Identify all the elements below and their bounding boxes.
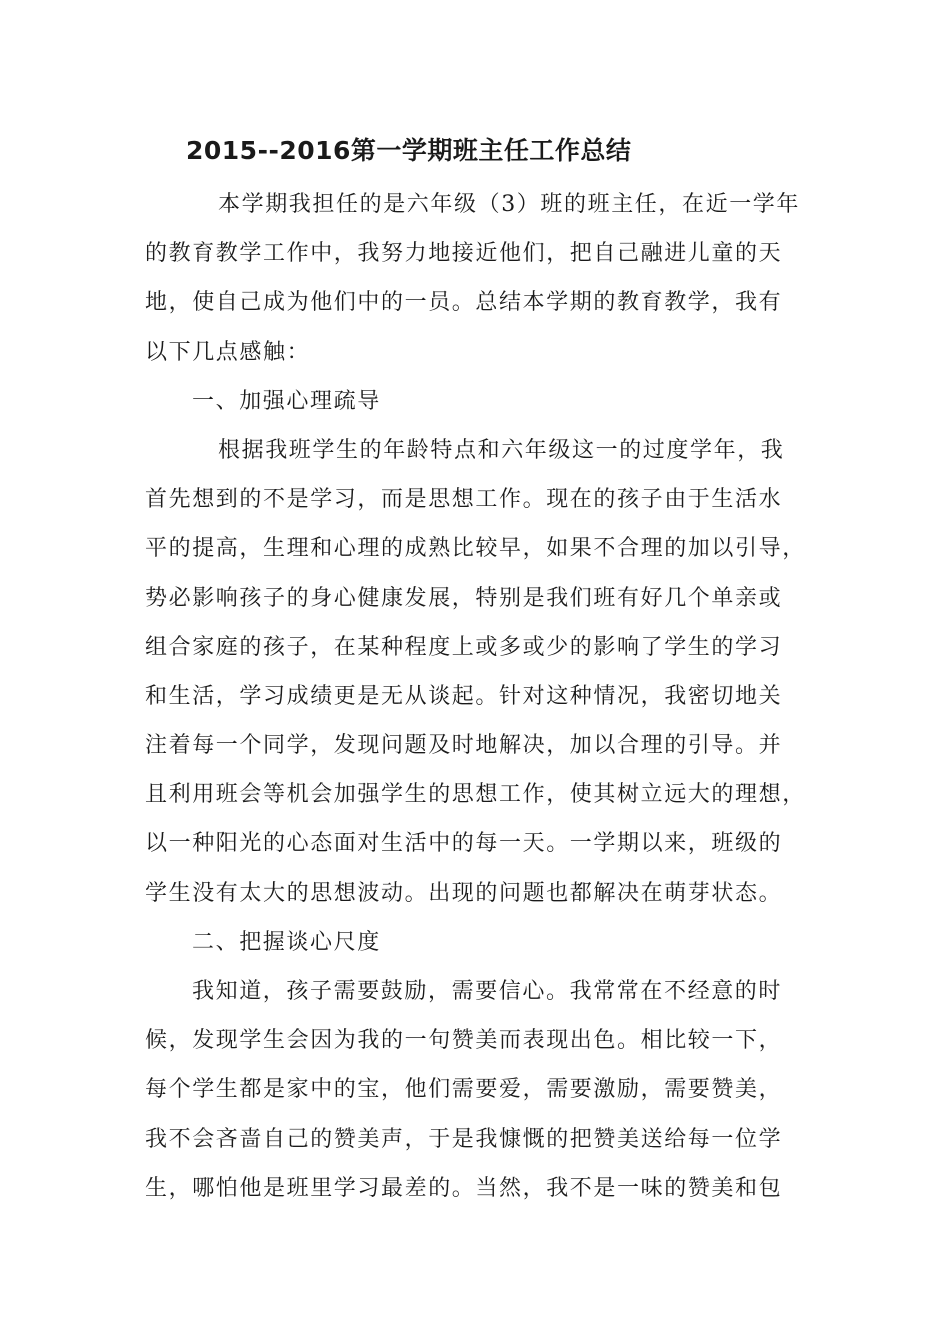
paragraph-line: 根据我班学生的年龄特点和六年级这一的过度学年，我 <box>218 437 785 463</box>
paragraph-line: 以下几点感触： <box>145 339 311 365</box>
paragraph-line: 候，发现学生会因为我的一句赞美而表现出色。相比较一下， <box>145 1028 783 1054</box>
paragraph-line: 以一种阳光的心态面对生活中的每一天。一学期以来，班级的 <box>145 831 783 857</box>
paragraph-line: 且利用班会等机会加强学生的思想工作，使其树立远大的理想， <box>145 782 806 808</box>
paragraph-line: 我知道，孩子需要鼓励，需要信心。我常常在不经意的时 <box>192 979 783 1004</box>
paragraph-line: 首先想到的不是学习，而是思想工作。现在的孩子由于生活水 <box>145 487 783 513</box>
paragraph-line: 平的提高，生理和心理的成熟比较早，如果不合理的加以引导， <box>145 536 806 562</box>
paragraph-line: 地，使自己成为他们中的一员。总结本学期的教育教学，我有 <box>145 290 783 316</box>
paragraph-line: 和生活，学习成绩更是无从谈起。针对这种情况，我密切地关 <box>145 683 783 709</box>
paragraph-line: 我不会吝啬自己的赞美声，于是我慷慨的把赞美送给每一位学 <box>145 1126 783 1152</box>
paragraph-line: 学生没有太大的思想波动。出现的问题也都解决在萌芽状态。 <box>145 880 783 906</box>
section-heading: 二、把握谈心尺度 <box>192 929 381 955</box>
paragraph-line: 注着每一个同学，发现问题及时地解决，加以合理的引导。并 <box>145 733 783 759</box>
section-heading: 一、加强心理疏导 <box>192 388 381 414</box>
paragraph-line: 本学期我担任的是六年级（3）班的班主任，在近一学年 <box>218 192 800 217</box>
document-title: 2015--2016第一学期班主任工作总结 <box>186 136 632 165</box>
document-body <box>145 180 835 1213</box>
paragraph-line: 组合家庭的孩子，在某种程度上或多或少的影响了学生的学习 <box>145 634 783 660</box>
paragraph-line: 的教育教学工作中，我努力地接近他们，把自己融进儿童的天 <box>145 241 783 267</box>
paragraph-line: 生，哪怕他是班里学习最差的。当然，我不是一味的赞美和包 <box>145 1175 783 1201</box>
paragraph-line: 势必影响孩子的身心健康发展，特别是我们班有好几个单亲或 <box>145 585 783 611</box>
paragraph-line: 每个学生都是家中的宝，他们需要爱，需要激励，需要赞美， <box>145 1077 783 1103</box>
